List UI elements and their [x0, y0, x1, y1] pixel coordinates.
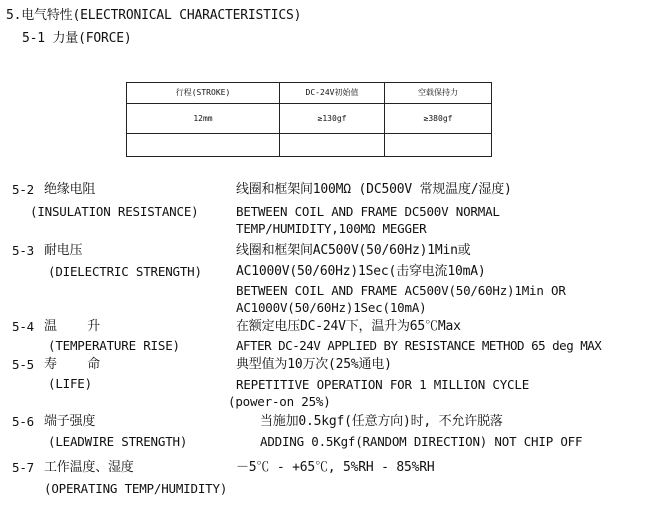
- item-spec-line: BETWEEN COIL AND FRAME DC500V NORMAL: [236, 204, 500, 219]
- item-name-en: (INSULATION RESISTANCE): [30, 204, 199, 219]
- item-spec-line: 典型值为10万次(25%通电): [236, 357, 392, 372]
- item-spec-line: REPETITIVE OPERATION FOR 1 MILLION CYCLE: [236, 377, 530, 392]
- item-spec-line: (power-on 25%): [228, 394, 331, 409]
- table-cell-holding-force: ≥380gf: [385, 104, 492, 134]
- table-row: [127, 104, 492, 134]
- table-header-initial-force: DC-24V初始值: [280, 83, 385, 104]
- item-name-cn: 端子强度: [44, 414, 96, 429]
- table-cell-initial-force: ≥130gf: [280, 104, 385, 134]
- item-spec-line: ADDING 0.5Kgf(RANDOM DIRECTION) NOT CHIP OFF: [260, 434, 583, 449]
- section-title: 5.电气特性(ELECTRONICAL CHARACTERISTICS): [6, 8, 302, 23]
- force-title: 5-1 力量(FORCE): [22, 31, 132, 46]
- table-cell-empty: [385, 134, 492, 157]
- table-header-row: [127, 83, 492, 104]
- item-name-en: (DIELECTRIC STRENGTH): [48, 264, 202, 279]
- item-name-en: (TEMPERATURE RISE): [48, 338, 180, 353]
- item-spec-line: 线圈和框架间AC500V(50/60Hz)1Min或: [236, 243, 471, 258]
- table-header-stroke: 行程(STROKE): [127, 83, 280, 104]
- table-cell-stroke: 12mm: [127, 104, 280, 134]
- table-cell-empty: [127, 134, 280, 157]
- item-name-cn: 绝缘电阻: [44, 182, 96, 197]
- item-name-cn: 寿 命: [44, 357, 101, 372]
- item-number: 5-6: [12, 414, 34, 429]
- item-name-en: (LIFE): [48, 376, 92, 391]
- item-spec-line: 在额定电压DC-24V下，温升为65℃Max: [236, 319, 461, 334]
- item-number: 5-2: [12, 182, 34, 197]
- force-table: [126, 82, 492, 157]
- item-spec-line: TEMP/HUMIDITY,100MΩ MEGGER: [236, 221, 427, 236]
- item-name-cn: 工作温度、湿度: [44, 460, 134, 475]
- item-name-cn: 耐电压: [44, 243, 83, 258]
- item-spec-line: AC1000V(50/60Hz)1Sec(10mA): [236, 300, 427, 315]
- item-spec-line: 线圈和框架间100MΩ (DC500V 常规温度/湿度): [236, 182, 512, 197]
- item-name-en: (OPERATING TEMP/HUMIDITY): [44, 481, 228, 496]
- item-spec-line: AFTER DC-24V APPLIED BY RESISTANCE METHOD 65 deg MAX: [236, 338, 602, 353]
- table-row: [127, 134, 492, 157]
- item-spec-line: －5℃ - +65℃, 5%RH - 85%RH: [236, 460, 435, 475]
- item-number: 5-7: [12, 460, 34, 475]
- item-name-cn: 温 升: [44, 319, 101, 334]
- item-spec-line: 当施加0.5kgf(任意方向)时, 不允许脱落: [260, 414, 503, 429]
- item-spec-line: BETWEEN COIL AND FRAME AC500V(50/60Hz)1Min OR: [236, 283, 566, 298]
- item-number: 5-3: [12, 243, 34, 258]
- item-number: 5-5: [12, 357, 34, 372]
- item-spec-line: AC1000V(50/60Hz)1Sec(击穿电流10mA): [236, 264, 486, 279]
- item-name-en: (LEADWIRE STRENGTH): [48, 434, 188, 449]
- item-number: 5-4: [12, 319, 34, 334]
- table-header-holding-force: 空载保持力: [385, 83, 492, 104]
- table-cell-empty: [280, 134, 385, 157]
